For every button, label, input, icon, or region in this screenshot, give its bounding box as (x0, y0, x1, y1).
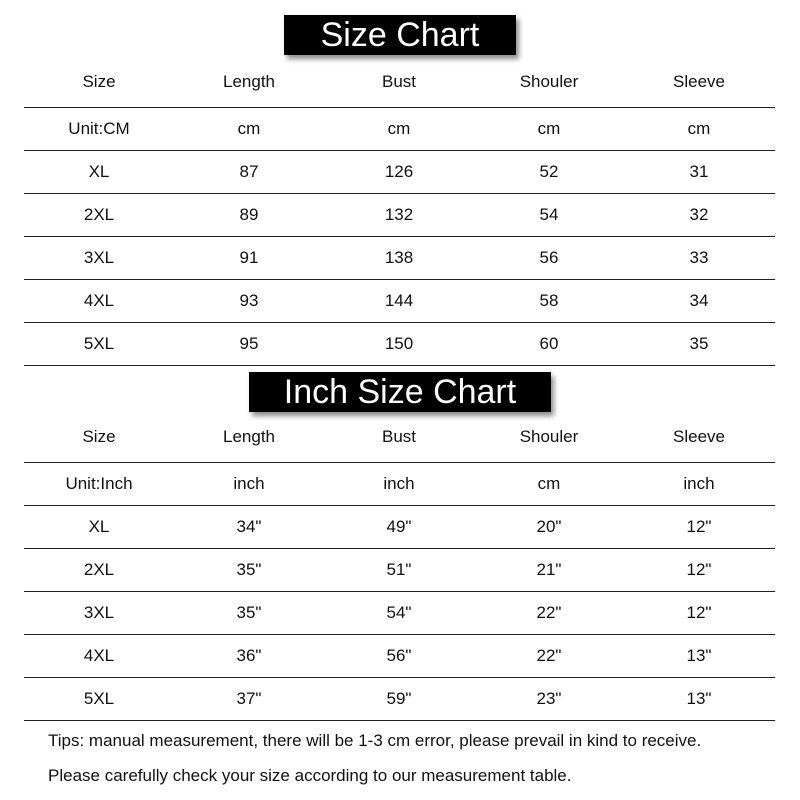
cell-shoulder: 21" (536, 560, 562, 579)
column-header-sleeve: Sleeve (673, 72, 725, 91)
cell-length: 35" (236, 603, 262, 622)
cell-bust: 51" (386, 560, 412, 579)
cell-size: 3XL (83, 248, 115, 267)
cell-bust: 59" (386, 689, 412, 708)
cell-bust: 54" (386, 603, 412, 622)
cell-length: 35" (236, 560, 262, 579)
cell-bust: 126 (384, 162, 414, 181)
column-header-bust: Bust (381, 72, 417, 91)
cell-size: 3XL (83, 603, 115, 622)
table-row-unit (24, 108, 775, 151)
column-header-size: Size (82, 72, 116, 91)
inch-size-chart-title: Inch Size Chart (249, 372, 551, 412)
check-size-note: Please carefully check your size according to our measurement table. (48, 766, 572, 785)
table-row (24, 592, 775, 635)
measurement-tip: Tips: manual measurement, there will be 1-3 cm error, please prevail in kind to receive. (48, 731, 702, 750)
size-chart-table (24, 57, 775, 366)
cell-size: Unit:CM (68, 119, 130, 138)
cell-sleeve: 34 (689, 291, 709, 310)
cell-size: Unit:Inch (65, 474, 133, 493)
cell-sleeve: 13" (686, 646, 712, 665)
cell-size: XL (88, 517, 110, 536)
cell-size: 2XL (83, 205, 115, 224)
cell-sleeve: 31 (689, 162, 709, 181)
inch-size-chart-table (24, 412, 775, 721)
cell-size: 2XL (83, 560, 115, 579)
cell-sleeve: 12" (686, 517, 712, 536)
column-header-size: Size (82, 427, 116, 446)
cell-length: 36" (236, 646, 262, 665)
table-row (24, 678, 775, 721)
size-chart-title: Size Chart (284, 15, 516, 55)
cell-size: 5XL (83, 334, 115, 353)
table-row (24, 549, 775, 592)
cell-bust: cm (387, 119, 411, 138)
cell-length: 95 (239, 334, 259, 353)
cell-bust: 138 (384, 248, 414, 267)
table-row (24, 323, 775, 366)
cell-bust: 144 (384, 291, 414, 310)
cell-size: 4XL (83, 291, 115, 310)
cell-length: 34" (236, 517, 262, 536)
cell-length: 89 (239, 205, 259, 224)
table-row (24, 194, 775, 237)
cell-sleeve: 13" (686, 689, 712, 708)
column-header-length: Length (223, 72, 275, 91)
table-row (24, 280, 775, 323)
cell-length: 87 (239, 162, 259, 181)
cell-sleeve: 12" (686, 603, 712, 622)
cell-shoulder: 54 (539, 205, 559, 224)
cell-size: 5XL (83, 689, 115, 708)
table-row (24, 237, 775, 280)
column-header-length: Length (223, 427, 275, 446)
table-row (24, 151, 775, 194)
cell-shoulder: cm (537, 474, 561, 493)
cell-sleeve: 12" (686, 560, 712, 579)
column-header-shoulder: Shouler (519, 427, 579, 446)
cell-shoulder: 23" (536, 689, 562, 708)
cell-shoulder: 22" (536, 603, 562, 622)
cell-sleeve: 35 (689, 334, 709, 353)
cell-bust: 49" (386, 517, 412, 536)
cell-length: 93 (239, 291, 259, 310)
cell-shoulder: 22" (536, 646, 562, 665)
column-header-shoulder: Shouler (519, 72, 579, 91)
column-header-bust: Bust (381, 427, 417, 446)
cell-length: 37" (236, 689, 262, 708)
cell-shoulder: 52 (539, 162, 559, 181)
cell-shoulder: 60 (539, 334, 559, 353)
cell-bust: 132 (384, 205, 414, 224)
cell-bust: 56" (386, 646, 412, 665)
table-row (24, 506, 775, 549)
cell-sleeve: 32 (689, 205, 709, 224)
cell-sleeve: inch (683, 474, 715, 493)
cell-sleeve: cm (687, 119, 711, 138)
cell-sleeve: 33 (689, 248, 709, 267)
table-header-row (24, 412, 775, 463)
table-row-unit (24, 463, 775, 506)
table-header-row (24, 57, 775, 108)
cell-shoulder: 58 (539, 291, 559, 310)
cell-shoulder: 56 (539, 248, 559, 267)
column-header-sleeve: Sleeve (673, 427, 725, 446)
cell-bust: inch (383, 474, 415, 493)
cell-size: 4XL (83, 646, 115, 665)
cell-shoulder: 20" (536, 517, 562, 536)
cell-shoulder: cm (537, 119, 561, 138)
cell-bust: 150 (384, 334, 414, 353)
cell-length: inch (233, 474, 265, 493)
table-row (24, 635, 775, 678)
cell-length: 91 (239, 248, 259, 267)
cell-size: XL (88, 162, 110, 181)
cell-length: cm (237, 119, 261, 138)
